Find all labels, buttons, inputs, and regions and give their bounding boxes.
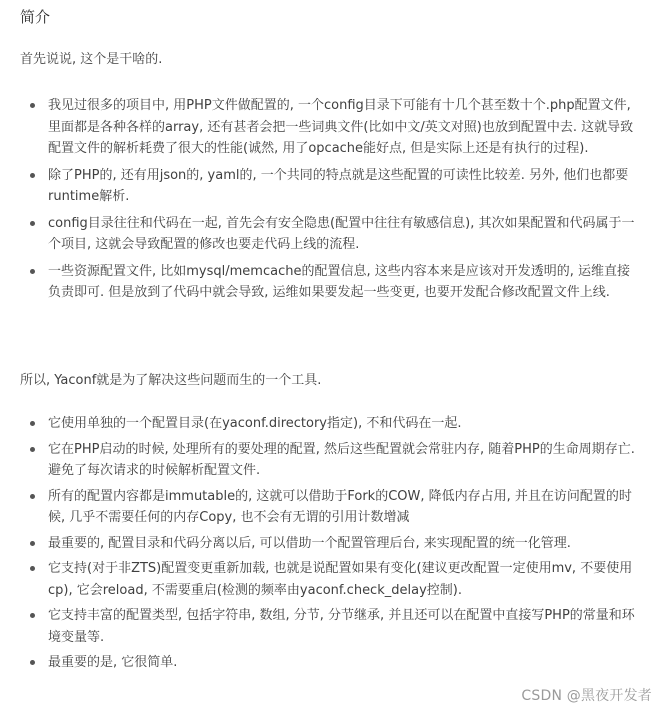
list-item (0, 486, 666, 529)
list-item (0, 95, 666, 160)
bullet-icon (30, 660, 35, 665)
conclusion-paragraph: 所以, Yaconf就是为了解决这些问题而生的一个工具. (20, 373, 322, 388)
list-item-text: 最重要的是, 它很简单. (48, 655, 178, 670)
section-heading: 简介 (20, 8, 51, 26)
bullet-icon (30, 173, 35, 178)
list-item (0, 533, 666, 555)
list-item (0, 558, 666, 601)
bullet-icon (30, 541, 35, 546)
list-item (0, 605, 666, 648)
list-item-text: 我见过很多的项目中, 用PHP文件做配置的, 一个config目录下可能有十几个甚至数十个.php配置文件, 里面都是各种各样的array, 还有甚者会把一些词典文件(比如中文/英文对照)也放到配置中去. 这就导致配置文件的解析耗费了很大的性能(诚然, 用了opcache能好点, 但是实际上还是有执行的过程). (48, 98, 634, 156)
features-list (0, 413, 666, 674)
bullet-icon (30, 269, 35, 274)
list-item-text: 它支持丰富的配置类型, 包括字符串, 数组, 分节, 分节继承, 并且还可以在配置中直接写PHP的常量和环境变量等. (48, 608, 635, 645)
list-item (0, 213, 666, 256)
bullet-icon (30, 447, 35, 452)
bullet-icon (30, 421, 35, 426)
list-item (0, 165, 666, 208)
problems-list (0, 95, 666, 304)
list-item-text: config目录往往和代码在一起, 首先会有安全隐患(配置中往往有敏感信息), 其次如果配置和代码属于一个项目, 这就会导致配置的修改也要走代码上线的流程. (48, 215, 635, 252)
bullet-icon (30, 221, 35, 226)
list-item (0, 439, 666, 482)
intro-paragraph: 首先说说, 这个是干啥的. (20, 52, 163, 67)
list-item-text: 它在PHP启动的时候, 处理所有的要处理的配置, 然后这些配置就会常驻内存, 随着PHP的生命周期存亡. 避免了每次请求的时候解析配置文件. (48, 441, 635, 478)
list-item-text: 除了PHP的, 还有用json的, yaml的, 一个共同的特点就是这些配置的可读性比较差. 另外, 他们也都要runtime解析. (48, 167, 629, 204)
bullet-icon (30, 494, 35, 499)
bullet-icon (30, 103, 35, 108)
csdn-watermark: CSDN @黑夜开发者 (521, 688, 652, 704)
list-item (0, 261, 666, 304)
list-item-text: 一些资源配置文件, 比如mysql/memcache的配置信息, 这些内容本来是应该对开发透明的, 运维直接负责即可. 但是放到了代码中就会导致, 运维如果要发起一些变更, 也要开发配合修改配置文件上线. (48, 263, 630, 300)
list-item (0, 413, 666, 435)
list-item-text: 所有的配置内容都是immutable的, 这就可以借助于Fork的COW, 降低内存占用, 并且在访问配置的时候, 几乎不需要任何的内存Copy, 也不会有无谓的引用计数增减 (48, 488, 632, 525)
list-item-text: 它支持(对于非ZTS)配置变更重新加载, 也就是说配置如果有变化(建议更改配置一定使用mv, 不要使用cp), 它会reload, 不需要重启(检测的频率由yaconf.check_delay控制). (48, 561, 633, 598)
list-item-text: 它使用单独的一个配置目录(在yaconf.directory指定), 不和代码在一起. (48, 416, 462, 431)
list-item-text: 最重要的, 配置目录和代码分离以后, 可以借助一个配置管理后台, 来实现配置的统一化管理. (48, 535, 571, 551)
bullet-icon (30, 566, 35, 571)
list-item (0, 652, 666, 674)
bullet-icon (30, 613, 35, 618)
